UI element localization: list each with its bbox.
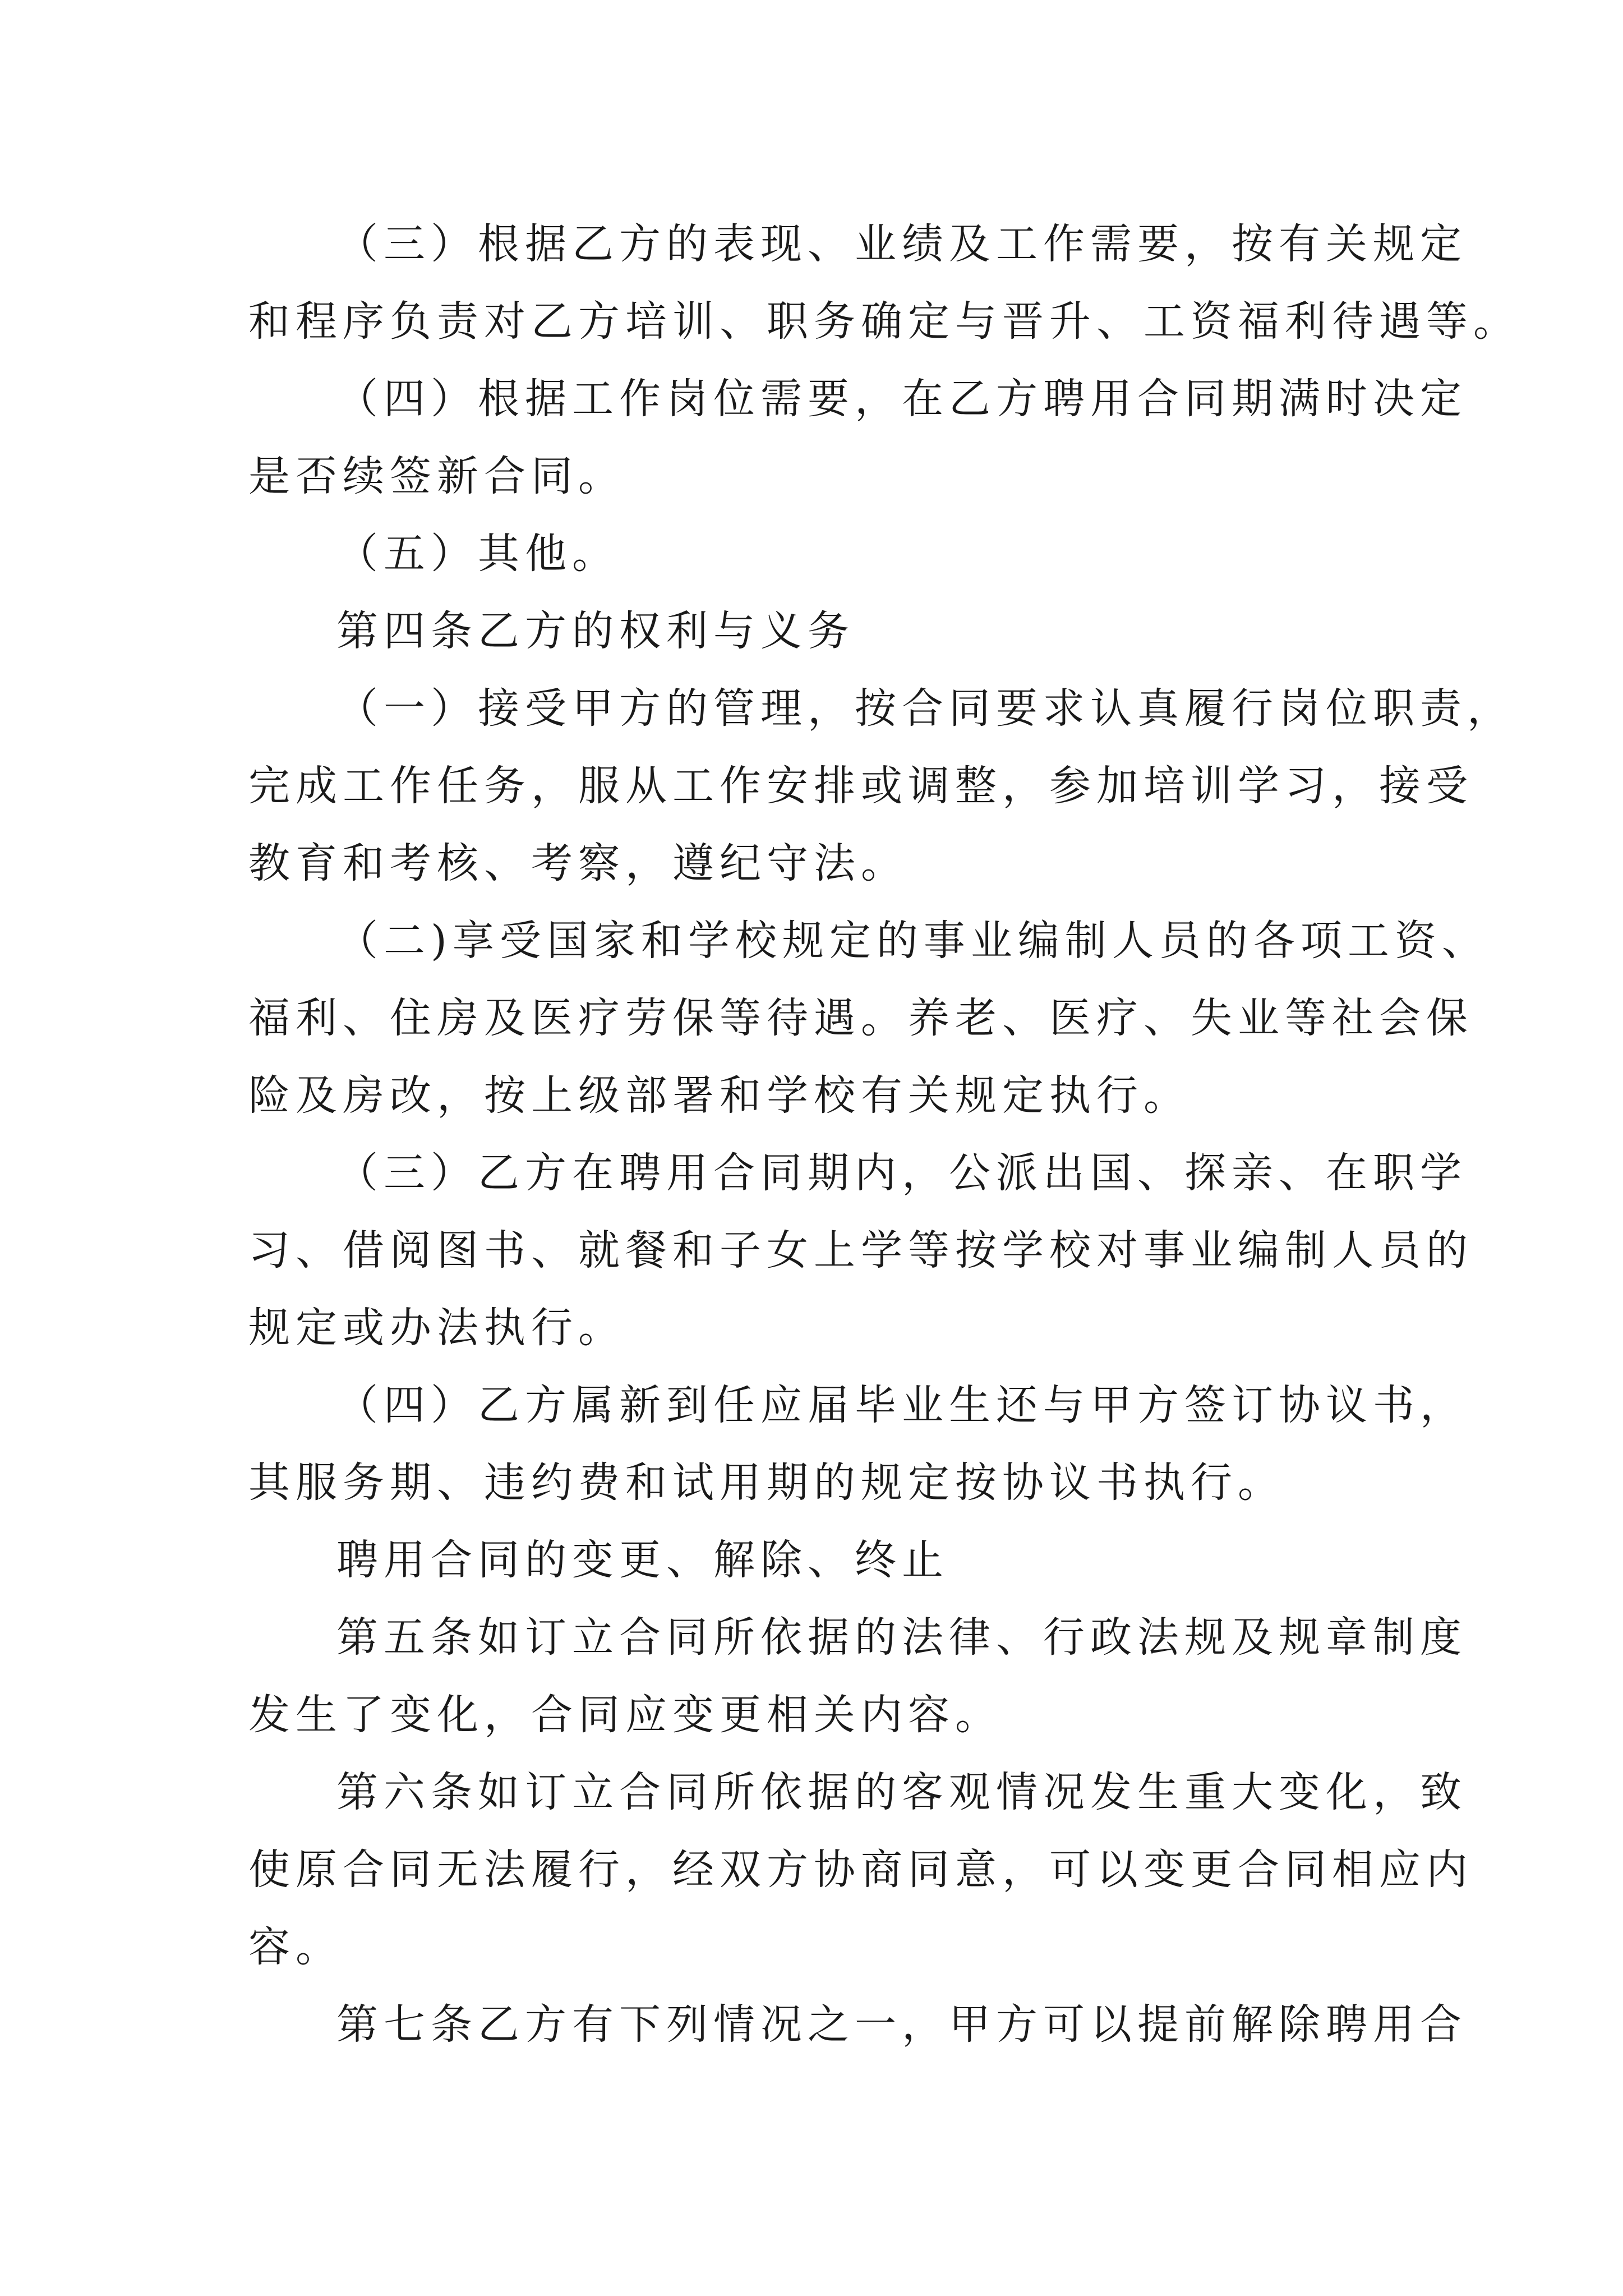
text-line: 和程序负责对乙方培训、职务确定与晋升、工资福利待遇等。	[248, 297, 1520, 346]
text-line: （一）接受甲方的管理，按合同要求认真履行岗位职责，	[336, 684, 1514, 733]
text-line: 险及房改，按上级部署和学校有关规定执行。	[248, 1071, 1191, 1120]
text-line: （四）根据工作岗位需要，在乙方聘用合同期满时决定	[336, 375, 1467, 423]
text-line: 第六条如订立合同所依据的客观情况发生重大变化，致	[336, 1768, 1467, 1816]
text-line: （三）乙方在聘用合同期内，公派出国、探亲、在职学	[336, 1149, 1467, 1197]
text-line: 发生了变化，合同应变更相关内容。	[248, 1691, 1002, 1739]
text-line: 第五条如订立合同所依据的法律、行政法规及规章制度	[336, 1613, 1467, 1662]
text-line: 规定或办法执行。	[248, 1304, 625, 1352]
text-line: 第七条乙方有下列情况之一，甲方可以提前解除聘用合	[336, 2000, 1467, 2049]
text-line: 习、借阅图书、就餐和子女上学等按学校对事业编制人员的	[248, 1226, 1473, 1274]
text-line: 容。	[248, 1923, 343, 1971]
text-line: 福利、住房及医疗劳保等待遇。养老、医疗、失业等社会保	[248, 994, 1473, 1042]
text-line: （二)享受国家和学校规定的事业编制人员的各项工资、	[336, 917, 1489, 965]
text-line: 是否续签新合同。	[248, 452, 625, 500]
text-line: （四）乙方属新到任应届毕业生还与甲方签订协议书，	[336, 1381, 1467, 1429]
text-line: （三）根据乙方的表现、业绩及工作需要，按有关规定	[336, 220, 1467, 268]
section-heading: 聘用合同的变更、解除、终止	[336, 1536, 949, 1584]
text-line: 完成工作任务，服从工作安排或调整，参加培训学习，接受	[248, 762, 1473, 810]
text-line: （五）其他。	[336, 530, 619, 578]
text-line: 使原合同无法履行，经双方协商同意，可以变更合同相应内	[248, 1846, 1473, 1894]
section-heading: 第四条乙方的权利与义务	[336, 607, 855, 655]
text-line: 其服务期、违约费和试用期的规定按协议书执行。	[248, 1458, 1285, 1507]
text-line: 教育和考核、考察，遵纪守法。	[248, 839, 908, 887]
